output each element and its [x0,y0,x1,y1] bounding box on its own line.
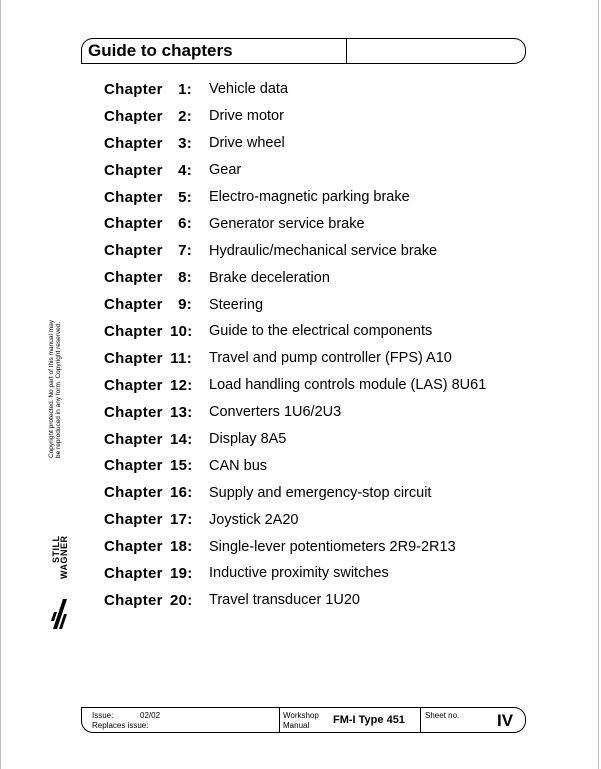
chapter-number: 11: [170,349,192,367]
chapter-number: 8: [178,269,192,287]
chapter-title: Load handling controls module (LAS) 8U61 [209,377,487,394]
manual-type-line2: Manual [283,721,310,730]
chapter-title: Drive motor [209,108,284,125]
chapter-label [104,215,209,232]
chapter-number: 12: [170,376,193,394]
chapter-number: 6: [178,215,192,233]
footer-divider-2 [420,708,421,732]
chapter-title: Supply and emergency-stop circuit [209,484,432,501]
chapter-number: 10: [170,322,193,340]
chapter-row[interactable] [104,399,486,426]
chapter-row[interactable] [104,426,486,453]
chapter-title: Guide to the electrical components [209,323,433,340]
chapter-row[interactable] [104,318,486,345]
chapter-list [104,76,486,614]
chapter-number: 13: [170,403,193,421]
chapter-label [104,296,209,313]
chapter-word: Chapter [104,591,163,609]
chapter-word: Chapter [104,376,163,394]
chapter-word: Chapter [104,134,163,152]
header-divider [346,39,347,63]
chapter-number: 20: [170,591,193,609]
logo-still-text: STILL [51,535,61,563]
chapter-row[interactable] [104,130,486,157]
chapter-title: Electro-magnetic parking brake [209,189,410,205]
chapter-number: 7: [178,242,192,260]
chapter-row[interactable] [104,184,486,211]
chapter-number: 18: [170,538,193,556]
chapter-number: 16: [170,484,193,502]
replaces-issue-label: Replaces issue: [92,721,149,730]
logo-stripes-icon [51,599,67,629]
chapter-label [104,81,209,98]
chapter-number: 5: [178,188,192,206]
chapter-title: Hydraulic/mechanical service brake [209,242,438,259]
chapter-word: Chapter [104,484,163,502]
chapter-title: CAN bus [209,457,268,474]
chapter-word: Chapter [104,511,163,529]
chapter-title: Steering [209,296,264,313]
footer-box [81,707,526,733]
chapter-number: 3: [178,134,192,152]
chapter-row[interactable] [104,210,486,237]
chapter-row[interactable] [104,452,486,479]
chapter-word: Chapter [104,538,163,556]
page-edge-right [598,0,599,769]
chapter-row[interactable] [104,372,486,399]
chapter-number: 9: [178,296,192,314]
chapter-label [104,457,209,474]
chapter-title: Display 8A5 [209,431,287,448]
chapter-label [104,242,209,259]
chapter-label [104,511,209,528]
chapter-label [104,350,209,367]
chapter-word: Chapter [104,349,163,367]
chapter-number: 19: [170,564,193,582]
chapter-label [104,269,209,286]
chapter-title: Travel transducer 1U20 [209,592,360,609]
issue-label: Issue: [92,711,114,720]
chapter-title: Brake deceleration [209,269,330,286]
chapter-number: 1: [178,80,192,98]
chapter-label [104,108,209,125]
chapter-row[interactable] [104,237,486,264]
chapter-word: Chapter [104,161,163,179]
sheet-label: Sheet no. [425,711,460,720]
chapter-word: Chapter [104,296,163,314]
issue-value: 02/02 [140,711,161,720]
chapter-title: Converters 1U6/2U3 [209,404,342,421]
chapter-row[interactable] [104,291,486,318]
chapter-word: Chapter [104,269,163,287]
chapter-label [104,404,209,421]
chapter-row[interactable] [104,533,486,560]
chapter-word: Chapter [104,430,163,448]
chapter-row[interactable] [104,157,486,184]
chapter-word: Chapter [104,457,163,475]
chapter-number: 15: [170,457,193,475]
chapter-word: Chapter [104,322,163,340]
chapter-title: Gear [209,162,242,179]
chapter-word: Chapter [104,80,163,98]
chapter-label [104,135,209,152]
chapter-row[interactable] [104,345,486,372]
chapter-title: Single-lever potentiometers 2R9-2R13 [209,538,456,555]
chapter-title: Travel and pump controller (FPS) A10 [209,350,452,367]
chapter-word: Chapter [104,242,163,260]
footer-divider-1 [279,708,280,732]
chapter-label [104,323,209,340]
chapter-label [104,162,209,179]
chapter-title: Vehicle data [209,81,289,98]
chapter-word: Chapter [104,564,163,582]
chapter-label [104,431,209,448]
copyright-notice: Copyright protected. No part of this manual may be reproduced in any form. Copyright reserved. [48,319,62,458]
chapter-word: Chapter [104,403,163,421]
chapter-title: Inductive proximity switches [209,565,389,582]
manual-type-line1: Workshop [283,711,319,720]
chapter-number: 14: [170,430,193,448]
page-edge-left [0,0,1,769]
chapter-word: Chapter [104,188,163,206]
chapter-row[interactable] [104,103,486,130]
chapter-row[interactable] [104,587,486,614]
chapter-label [104,377,209,394]
chapter-word: Chapter [104,215,163,233]
chapter-row[interactable] [104,264,486,291]
chapter-row[interactable] [104,76,486,103]
chapter-number: 4: [178,161,192,179]
chapter-row[interactable] [104,506,486,533]
chapter-title: Joystick 2A20 [209,511,299,528]
chapter-title: Generator service brake [209,215,365,232]
chapter-label [104,538,209,555]
chapter-label [104,592,209,609]
header-box [81,38,526,64]
chapter-label [104,484,209,501]
logo-wagner-text: WAGNER [59,535,69,579]
chapter-row[interactable] [104,479,486,506]
chapter-number: 2: [178,107,192,125]
page-title: Guide to chapters [88,41,233,60]
model-name: FM-I Type 451 [333,714,405,726]
chapter-label [104,189,209,206]
chapter-row[interactable] [104,560,486,587]
still-wagner-logo [51,535,69,630]
sheet-number: IV [497,711,514,730]
chapter-number: 17: [170,511,193,529]
chapter-label [104,565,209,582]
chapter-word: Chapter [104,107,163,125]
chapter-title: Drive wheel [209,135,285,152]
